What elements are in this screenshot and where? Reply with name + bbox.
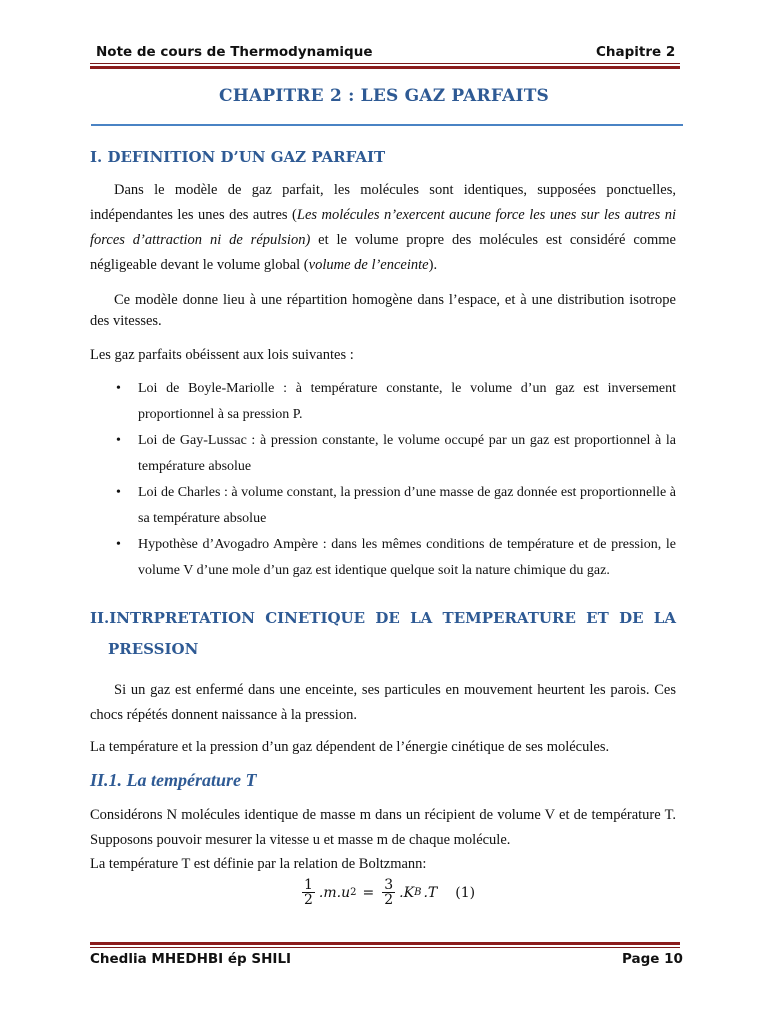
footer-rule-thin <box>90 947 680 948</box>
bullet-icon: • <box>116 485 121 500</box>
section-2-heading-line-1: II.INTRPRETATION CINETIQUE DE LA TEMPERATURE ET DE LA <box>90 609 676 627</box>
formula-lhs-expr: .m.u <box>318 884 351 901</box>
fraction-three-half: $\frac{3}{2}$ <box>384 877 394 908</box>
section-2-paragraph-2: La température et la pression d’un gaz dépendent de l’énergie cinétique de ses molécules. <box>90 739 610 755</box>
section-1-heading: I. DEFINITION D’UN GAZ PARFAIT <box>90 148 386 166</box>
footer-author: Chedlia MHEDHBI ép SHILI <box>90 951 292 967</box>
header-course-title: Note de cours de Thermodynamique <box>96 44 373 60</box>
p1-text-d: volume de l’enceinte <box>308 257 429 273</box>
header-rule-thin <box>90 63 680 64</box>
section-1-paragraph-2: Ce modèle donne lieu à une répartition homogène dans l’espace, et à une distribution isotrope des vitesses. <box>90 292 676 329</box>
p1-text-b: Les molécules n’exercent aucune force les unes sur les autres ni forces d’attraction ni de répulsion) <box>90 207 676 248</box>
formula-rhs-subscript: B <box>414 887 422 898</box>
footer-page-number: Page 10 <box>622 951 683 967</box>
list-item: • Loi de Charles : à volume constant, la pression d’une masse de gaz donnée est proportionnelle à sa température absolue <box>90 480 676 532</box>
header-rule-thick <box>90 66 680 69</box>
p1-text-a: Dans le modèle de gaz parfait, les molécules sont identiques, supposées ponctuelles, indépendantes les unes des autres ( <box>90 182 676 223</box>
list-item: • Hypothèse d’Avogadro Ampère : dans les mêmes conditions de température et de pression, le volume V d’une mole d’un gaz est identique quelque soit la nature chimique du gaz. <box>90 532 676 584</box>
section-2-heading-line-2: PRESSION <box>108 640 199 658</box>
section-2-1-paragraph-1: Considérons N molécules identique de masse m dans un récipient de volume V et de température T. Supposons pouvoir mesurer la vitesse u et masse m de chaque molécule. <box>90 807 676 848</box>
boltzmann-formula <box>300 878 475 907</box>
bullet-icon: • <box>116 381 121 396</box>
formula-equals: = <box>362 884 375 901</box>
formula-rhs-expr-b: .T <box>423 884 438 901</box>
p1-text-e: ). <box>428 257 438 273</box>
laws-list <box>90 376 676 584</box>
fraction-one-half: $\frac{1}{2}$ <box>304 877 313 908</box>
footer-rule-thick <box>90 942 680 945</box>
header-chapter: Chapitre 2 <box>596 44 676 60</box>
formula-label: (1) <box>455 884 476 901</box>
section-2-1-paragraph-2: La température T est définie par la relation de Boltzmann: <box>90 856 427 872</box>
list-item: • Loi de Gay-Lussac : à pression constante, le volume occupé par un gaz est proportionnel à la température absolue <box>90 428 676 480</box>
section-1-paragraph-3: Les gaz parfaits obéissent aux lois suivantes : <box>90 347 354 363</box>
section-1-paragraph-1 <box>90 178 676 278</box>
title-underline <box>91 124 683 126</box>
list-item: • Loi de Boyle-Mariolle : à température constante, le volume d’un gaz est inversement proportionnel à sa pression P. <box>90 376 676 428</box>
formula-lhs-exponent: 2 <box>350 887 357 898</box>
section-2-1-heading: II.1. La température T <box>90 770 257 790</box>
p1-text-c: et le volume propre des molécules est considéré comme négligeable devant le volume global ( <box>90 232 676 273</box>
bullet-icon: • <box>116 433 121 448</box>
page-title: CHAPITRE 2 : LES GAZ PARFAITS <box>218 86 550 106</box>
section-2-paragraph-1: Si un gaz est enfermé dans une enceinte, ses particules en mouvement heurtent les parois. Ces chocs répétés donnent naissance à la pression. <box>90 682 676 723</box>
formula-rhs-expr-a: .K <box>399 884 415 901</box>
bullet-icon: • <box>116 537 121 552</box>
